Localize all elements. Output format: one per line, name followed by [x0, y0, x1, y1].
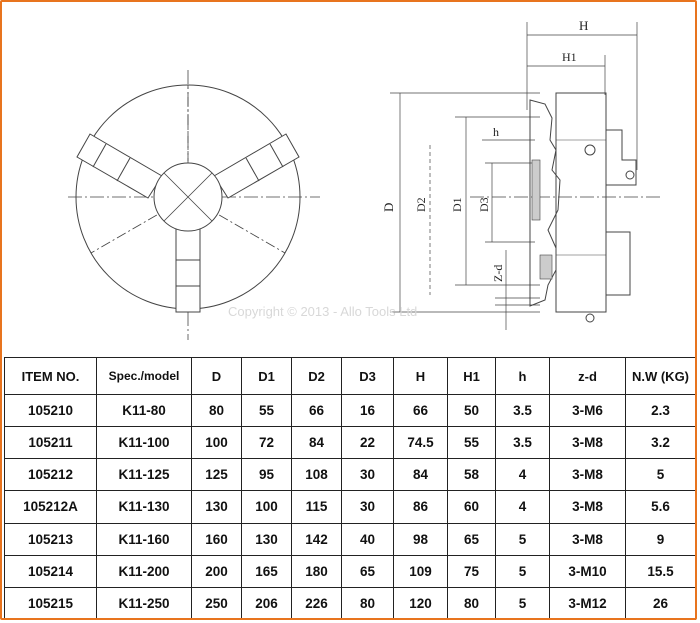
label-D1: D1 — [450, 197, 464, 212]
cell-spec-model: K11-125 — [97, 459, 192, 491]
cell-h: 66 — [394, 395, 448, 427]
label-D2: D2 — [414, 197, 428, 212]
cell-spec-model: K11-160 — [97, 523, 192, 555]
cell-h: 84 — [394, 459, 448, 491]
label-h: h — [493, 125, 499, 139]
cell-item-no: 105212A — [5, 491, 97, 523]
cell-d1: 72 — [242, 427, 292, 459]
specifications-table — [4, 357, 696, 620]
cell-item-no: 105210 — [5, 395, 97, 427]
cell-net-weight: 2.3 — [626, 395, 696, 427]
cell-d: 200 — [192, 555, 242, 587]
header-d: D — [192, 358, 242, 395]
cell-small-h: 3.5 — [496, 395, 550, 427]
chuck-side-view — [390, 22, 660, 330]
cell-h1: 75 — [448, 555, 496, 587]
cell-spec-model: K11-200 — [97, 555, 192, 587]
cell-h: 74.5 — [394, 427, 448, 459]
table-header-row — [5, 358, 696, 395]
table-row — [5, 587, 696, 619]
cell-d3: 30 — [342, 459, 394, 491]
cell-d1: 100 — [242, 491, 292, 523]
cell-net-weight: 15.5 — [626, 555, 696, 587]
header-net-weight: N.W (KG) — [626, 358, 696, 395]
jaw-upper-right — [214, 134, 299, 198]
cell-h1: 60 — [448, 491, 496, 523]
cell-d1: 95 — [242, 459, 292, 491]
cell-d2: 66 — [292, 395, 342, 427]
cell-h1: 65 — [448, 523, 496, 555]
cell-d: 130 — [192, 491, 242, 523]
cell-z-d: 3-M6 — [550, 395, 626, 427]
cell-z-d: 3-M10 — [550, 555, 626, 587]
cell-small-h: 5 — [496, 523, 550, 555]
cell-item-no: 105213 — [5, 523, 97, 555]
jaw-bottom — [176, 226, 200, 312]
cell-net-weight: 3.2 — [626, 427, 696, 459]
jaw-upper-left — [77, 134, 162, 198]
cell-net-weight: 5 — [626, 459, 696, 491]
cell-net-weight: 9 — [626, 523, 696, 555]
cell-z-d: 3-M8 — [550, 523, 626, 555]
cell-small-h: 3.5 — [496, 427, 550, 459]
cell-d3: 65 — [342, 555, 394, 587]
cell-spec-model: K11-100 — [97, 427, 192, 459]
cell-d2: 108 — [292, 459, 342, 491]
table-row — [5, 459, 696, 491]
cell-d1: 130 — [242, 523, 292, 555]
header-d3: D3 — [342, 358, 394, 395]
cell-net-weight: 5.6 — [626, 491, 696, 523]
cell-small-h: 4 — [496, 491, 550, 523]
cell-small-h: 5 — [496, 587, 550, 619]
cell-h1: 50 — [448, 395, 496, 427]
header-spec-model: Spec./model — [97, 358, 192, 395]
header-h: H — [394, 358, 448, 395]
header-item-no: ITEM NO. — [5, 358, 97, 395]
cell-d2: 142 — [292, 523, 342, 555]
table-row — [5, 395, 696, 427]
cell-d1: 206 — [242, 587, 292, 619]
table-row — [5, 555, 696, 587]
copyright-watermark: Copyright © 2013 - Allo Tools Ltd — [228, 304, 418, 319]
cell-d: 125 — [192, 459, 242, 491]
cell-d3: 80 — [342, 587, 394, 619]
cell-spec-model: K11-250 — [97, 587, 192, 619]
cell-item-no: 105211 — [5, 427, 97, 459]
table-row — [5, 427, 696, 459]
cell-d2: 226 — [292, 587, 342, 619]
cell-d: 250 — [192, 587, 242, 619]
cell-spec-model: K11-130 — [97, 491, 192, 523]
cell-h: 109 — [394, 555, 448, 587]
cell-d1: 165 — [242, 555, 292, 587]
cell-h1: 80 — [448, 587, 496, 619]
cell-spec-model: K11-80 — [97, 395, 192, 427]
cell-d: 100 — [192, 427, 242, 459]
cell-d2: 180 — [292, 555, 342, 587]
cell-d1: 55 — [242, 395, 292, 427]
header-z-d: z-d — [550, 358, 626, 395]
cell-h1: 55 — [448, 427, 496, 459]
label-D3: D3 — [477, 197, 491, 212]
cell-h: 98 — [394, 523, 448, 555]
cell-d3: 40 — [342, 523, 394, 555]
cell-z-d: 3-M8 — [550, 459, 626, 491]
cell-d3: 30 — [342, 491, 394, 523]
cell-d: 80 — [192, 395, 242, 427]
cell-d2: 84 — [292, 427, 342, 459]
cell-d: 160 — [192, 523, 242, 555]
cell-item-no: 105212 — [5, 459, 97, 491]
cell-small-h: 4 — [496, 459, 550, 491]
cell-h: 120 — [394, 587, 448, 619]
table-row — [5, 491, 696, 523]
cell-item-no: 105215 — [5, 587, 97, 619]
label-H1: H1 — [562, 50, 577, 64]
cell-z-d: 3-M8 — [550, 491, 626, 523]
dimension-labels — [381, 18, 588, 282]
label-Zd: Z-d — [491, 264, 505, 282]
cell-d2: 115 — [292, 491, 342, 523]
header-small-h: h — [496, 358, 550, 395]
cell-z-d: 3-M8 — [550, 427, 626, 459]
cell-h: 86 — [394, 491, 448, 523]
chuck-front-view — [68, 70, 320, 340]
cell-small-h: 5 — [496, 555, 550, 587]
cell-z-d: 3-M12 — [550, 587, 626, 619]
label-H: H — [579, 18, 589, 33]
cell-d3: 16 — [342, 395, 394, 427]
header-h1: H1 — [448, 358, 496, 395]
header-d2: D2 — [292, 358, 342, 395]
table-row — [5, 523, 696, 555]
cell-item-no: 105214 — [5, 555, 97, 587]
header-d1: D1 — [242, 358, 292, 395]
label-D: D — [381, 202, 396, 212]
cell-d3: 22 — [342, 427, 394, 459]
cell-h1: 58 — [448, 459, 496, 491]
cell-net-weight: 26 — [626, 587, 696, 619]
